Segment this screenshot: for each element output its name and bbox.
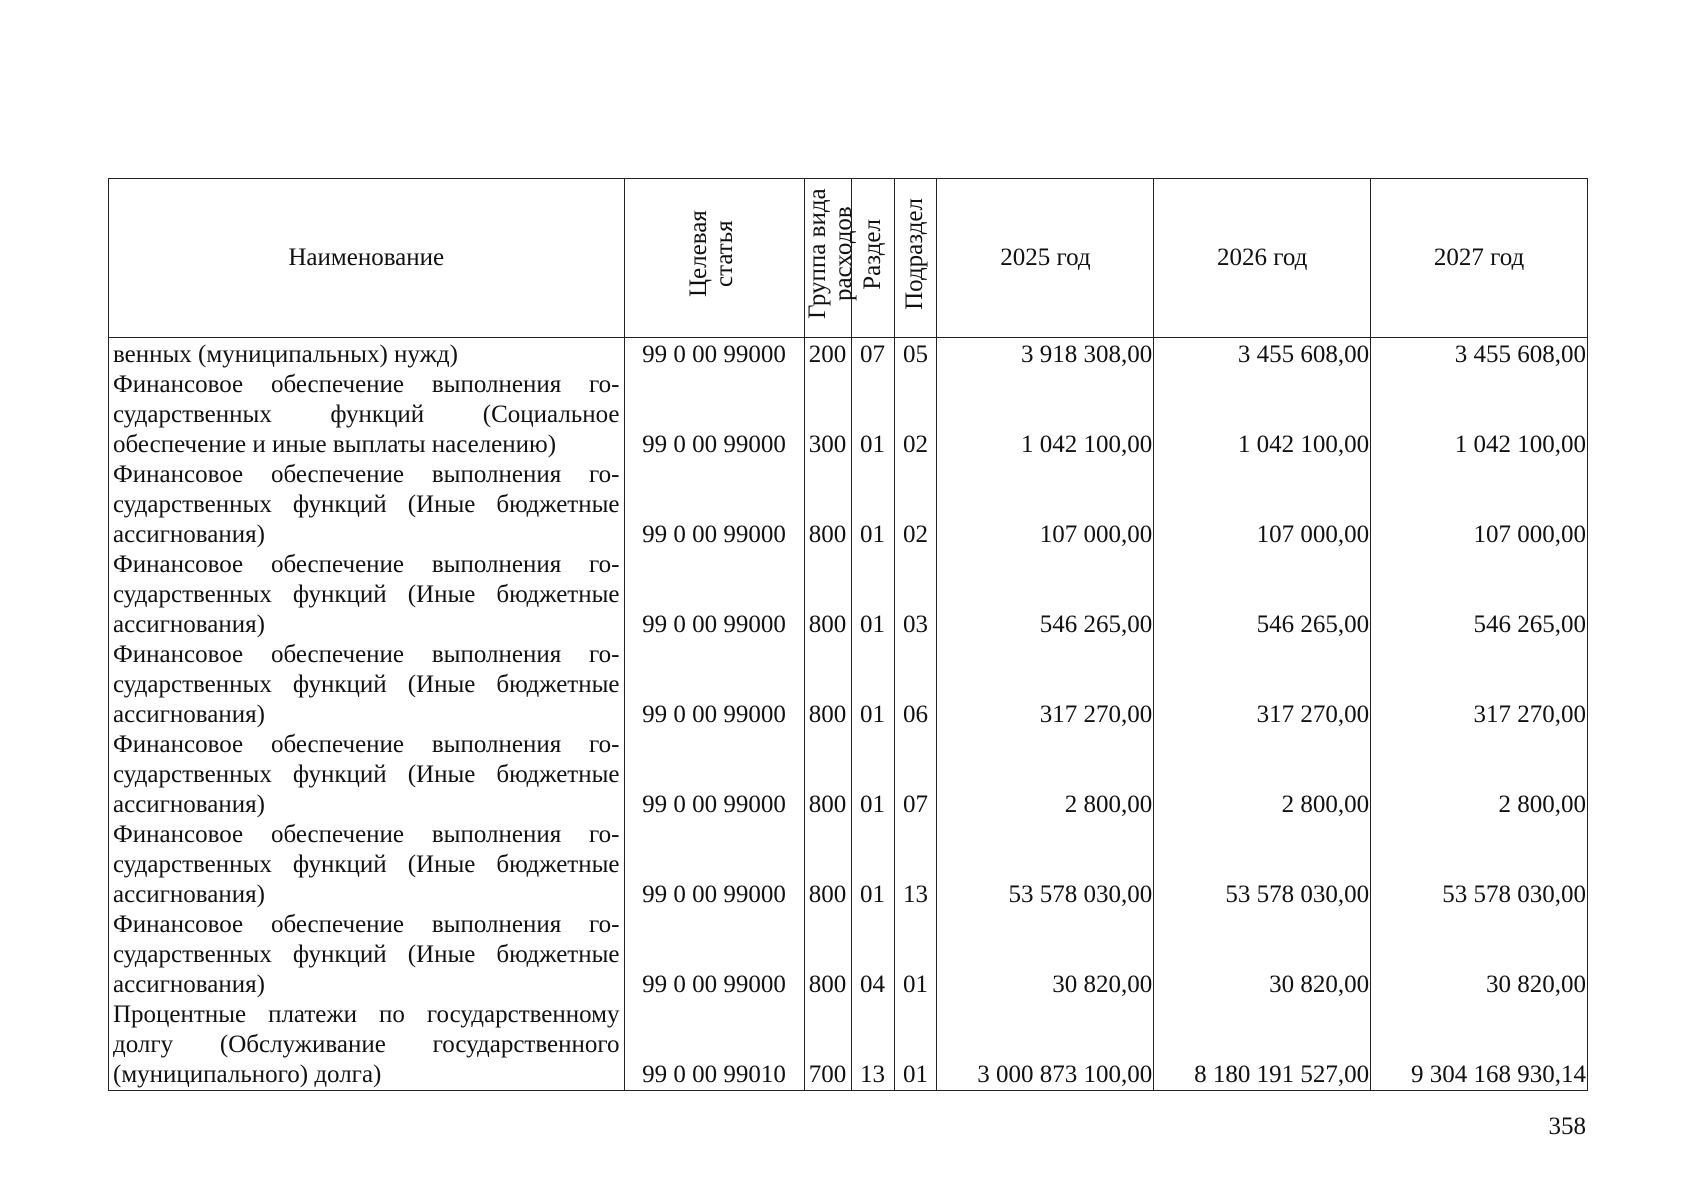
row-section: 13: [851, 1000, 894, 1091]
table-row: [109, 338, 1588, 370]
row-amount-2026: 1 042 100,00: [1154, 370, 1371, 460]
row-amount-2025: 317 270,00: [937, 640, 1154, 730]
row-amount-2025: 3 918 308,00: [937, 338, 1154, 370]
row-target-article: 99 0 00 99000: [624, 910, 804, 1000]
row-subsection: 05: [894, 338, 937, 370]
row-amount-2027: 1 042 100,00: [1371, 370, 1588, 460]
row-subsection: 13: [894, 820, 937, 910]
row-expense-group: 300: [804, 370, 851, 460]
row-subsection: 02: [894, 460, 937, 550]
row-section: 01: [851, 370, 894, 460]
row-section: 01: [851, 730, 894, 820]
row-name: Процентные платежи по государственному долгу (Обслуживание государственного (муниципального) долга): [109, 1000, 625, 1091]
header-subsection: Подраздел: [894, 179, 937, 338]
table-body: [109, 338, 1588, 1091]
row-amount-2026: 8 180 191 527,00: [1154, 1000, 1371, 1091]
table-row: [109, 820, 1588, 910]
table-row: [109, 550, 1588, 640]
header-target-article: Целевая статья: [624, 179, 804, 338]
row-name: Финансовое обеспечение выполнения государственных функций (Иные бюджетные ассигнования): [109, 550, 625, 640]
table-row: [109, 370, 1588, 460]
budget-table: [108, 178, 1588, 1091]
header-section: Раздел: [851, 179, 894, 338]
row-amount-2026: 2 800,00: [1154, 730, 1371, 820]
row-amount-2027: 9 304 168 930,14: [1371, 1000, 1588, 1091]
row-name: Финансовое обеспечение выполнения государственных функций (Социальное обеспечение и иные выплаты населению): [109, 370, 625, 460]
row-amount-2026: 317 270,00: [1154, 640, 1371, 730]
row-section: 01: [851, 550, 894, 640]
row-target-article: 99 0 00 99000: [624, 640, 804, 730]
row-target-article: 99 0 00 99000: [624, 460, 804, 550]
row-amount-2027: 53 578 030,00: [1371, 820, 1588, 910]
header-expense-group: Группа вида расходов: [804, 179, 851, 338]
table-row: [109, 910, 1588, 1000]
row-amount-2026: 30 820,00: [1154, 910, 1371, 1000]
row-target-article: 99 0 00 99000: [624, 370, 804, 460]
row-subsection: 06: [894, 640, 937, 730]
row-amount-2027: 2 800,00: [1371, 730, 1588, 820]
row-section: 01: [851, 820, 894, 910]
row-name: Финансовое обеспечение выполнения государственных функций (Иные бюджетные ассигнования): [109, 460, 625, 550]
row-amount-2027: 30 820,00: [1371, 910, 1588, 1000]
row-subsection: 01: [894, 910, 937, 1000]
row-amount-2025: 1 042 100,00: [937, 370, 1154, 460]
row-section: 01: [851, 640, 894, 730]
row-amount-2025: 30 820,00: [937, 910, 1154, 1000]
row-expense-group: 800: [804, 640, 851, 730]
row-section: 01: [851, 460, 894, 550]
row-expense-group: 700: [804, 1000, 851, 1091]
row-section: 04: [851, 910, 894, 1000]
table-row: [109, 1000, 1588, 1091]
row-target-article: 99 0 00 99000: [624, 730, 804, 820]
row-section: 07: [851, 338, 894, 370]
header-2026: 2026 год: [1154, 179, 1371, 338]
row-amount-2025: 546 265,00: [937, 550, 1154, 640]
table-header: [109, 179, 1588, 338]
row-amount-2027: 317 270,00: [1371, 640, 1588, 730]
row-amount-2027: 3 455 608,00: [1371, 338, 1588, 370]
row-expense-group: 800: [804, 460, 851, 550]
row-amount-2026: 546 265,00: [1154, 550, 1371, 640]
row-amount-2027: 107 000,00: [1371, 460, 1588, 550]
row-subsection: 07: [894, 730, 937, 820]
row-name: Финансовое обеспечение выполнения государственных функций (Иные бюджетные ассигнования): [109, 730, 625, 820]
row-amount-2025: 2 800,00: [937, 730, 1154, 820]
row-target-article: 99 0 00 99000: [624, 820, 804, 910]
row-amount-2026: 107 000,00: [1154, 460, 1371, 550]
row-name: Финансовое обеспечение выполнения государственных функций (Иные бюджетные ассигнования): [109, 820, 625, 910]
row-amount-2027: 546 265,00: [1371, 550, 1588, 640]
row-target-article: 99 0 00 99000: [624, 550, 804, 640]
header-name: Наименование: [109, 179, 625, 338]
page-number: 358: [1548, 1113, 1586, 1140]
header-2027: 2027 год: [1371, 179, 1588, 338]
row-expense-group: 800: [804, 550, 851, 640]
row-amount-2025: 3 000 873 100,00: [937, 1000, 1154, 1091]
row-name: венных (муниципальных) нужд): [109, 338, 625, 370]
row-amount-2026: 3 455 608,00: [1154, 338, 1371, 370]
row-amount-2026: 53 578 030,00: [1154, 820, 1371, 910]
row-name: Финансовое обеспечение выполнения государственных функций (Иные бюджетные ассигнования): [109, 910, 625, 1000]
table-row: [109, 640, 1588, 730]
row-expense-group: 200: [804, 338, 851, 370]
row-target-article: 99 0 00 99000: [624, 338, 804, 370]
row-expense-group: 800: [804, 730, 851, 820]
row-expense-group: 800: [804, 820, 851, 910]
row-subsection: 02: [894, 370, 937, 460]
row-subsection: 03: [894, 550, 937, 640]
header-row: [109, 179, 1588, 338]
row-target-article: 99 0 00 99010: [624, 1000, 804, 1091]
row-expense-group: 800: [804, 910, 851, 1000]
header-2025: 2025 год: [937, 179, 1154, 338]
table-row: [109, 730, 1588, 820]
row-subsection: 01: [894, 1000, 937, 1091]
row-amount-2025: 53 578 030,00: [937, 820, 1154, 910]
row-name: Финансовое обеспечение выполнения государственных функций (Иные бюджетные ассигнования): [109, 640, 625, 730]
table-row: [109, 460, 1588, 550]
row-amount-2025: 107 000,00: [937, 460, 1154, 550]
